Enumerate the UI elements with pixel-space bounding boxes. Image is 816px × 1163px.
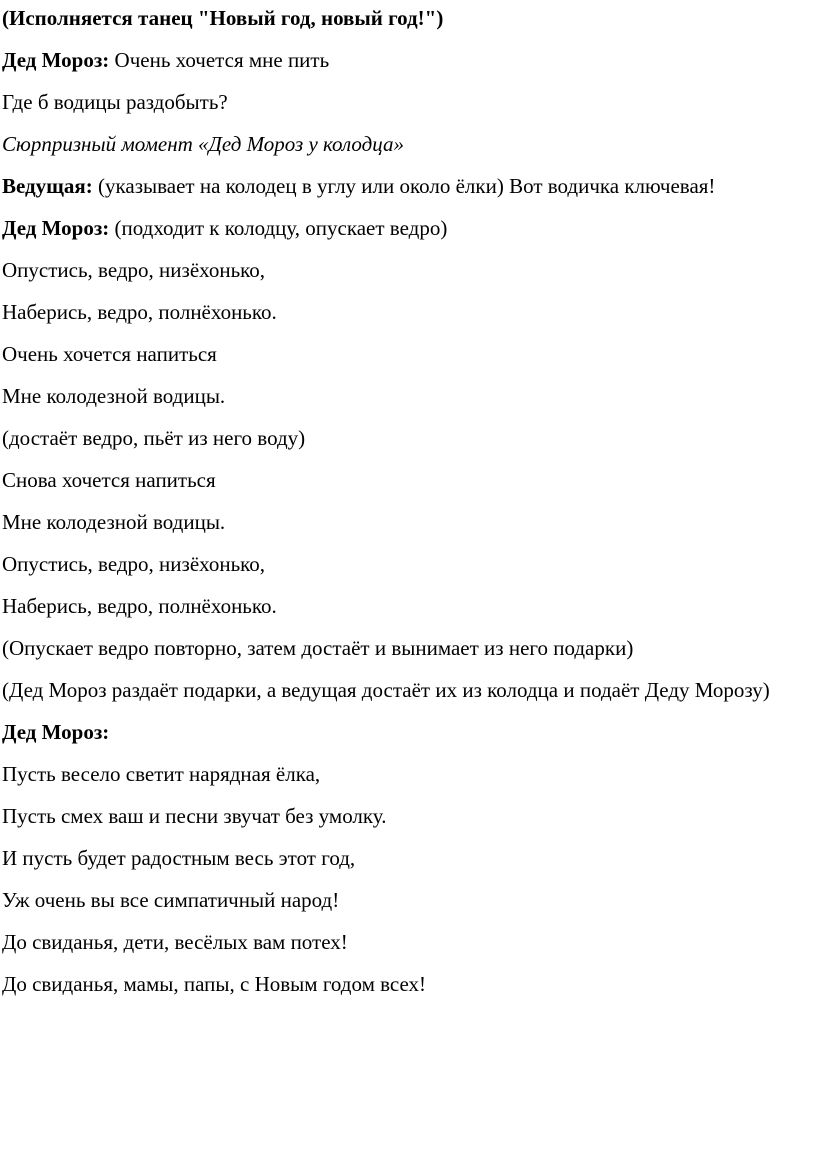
poem-line: Пусть смех ваш и песни звучат без умолку. xyxy=(2,804,387,828)
dance-heading xyxy=(2,6,792,31)
paragraph-8: Очень хочется напиться xyxy=(2,342,217,366)
poem-line: До свиданья, дети, весёлых вам потех! xyxy=(2,930,348,954)
stage-direction: (Опускает ведро повторно, затем достаёт и вынимает из него подарки) xyxy=(2,636,634,660)
paragraph-17 xyxy=(2,720,792,745)
line-text: Очень хочется мне пить xyxy=(114,48,330,72)
dance-heading-text: (Исполняется танец "Новый год, новый год!") xyxy=(2,6,444,30)
paragraph-6: Опустись, ведро, низёхонько, xyxy=(2,258,266,282)
stage-direction: (Дед Мороз раздаёт подарки, а ведущая достаёт их из колодца и подаёт Деду Морозу) xyxy=(2,678,770,702)
document-body xyxy=(2,6,792,1014)
poem-line: И пусть будет радостным весь этот год, xyxy=(2,846,356,870)
paragraph-14: Наберись, ведро, полнёхонько. xyxy=(2,594,277,618)
paragraph-13: Опустись, ведро, низёхонько, xyxy=(2,552,266,576)
poem-line: Уж очень вы все симпатичный народ! xyxy=(2,888,340,912)
paragraph-5 xyxy=(2,216,792,241)
paragraph-2: Где б водицы раздобыть? xyxy=(2,90,228,114)
poem-line: До свиданья, мамы, папы, с Новым годом всех! xyxy=(2,972,427,996)
paragraph-4 xyxy=(2,174,792,199)
paragraph-9: Мне колодезной водицы. xyxy=(2,384,226,408)
poem-line: Пусть весело светит нарядная ёлка, xyxy=(2,762,321,786)
speaker-label: Дед Мороз: xyxy=(2,48,110,72)
paragraph-12: Мне колодезной водицы. xyxy=(2,510,226,534)
stage-direction: (подходит к колодцу, опускает ведро) xyxy=(114,216,448,240)
surprise-moment-heading: Сюрпризный момент «Дед Мороз у колодца» xyxy=(2,132,405,156)
speaker-label: Ведущая: xyxy=(2,174,93,198)
paragraph-1 xyxy=(2,48,792,73)
line-text: (указывает на колодец в углу или около ёлки) Вот водичка ключевая! xyxy=(98,174,716,198)
paragraph-7: Наберись, ведро, полнёхонько. xyxy=(2,300,277,324)
stage-direction: (достаёт ведро, пьёт из него воду) xyxy=(2,426,306,450)
speaker-label: Дед Мороз: xyxy=(2,720,110,744)
paragraph-11: Снова хочется напиться xyxy=(2,468,216,492)
speaker-label: Дед Мороз: xyxy=(2,216,110,240)
